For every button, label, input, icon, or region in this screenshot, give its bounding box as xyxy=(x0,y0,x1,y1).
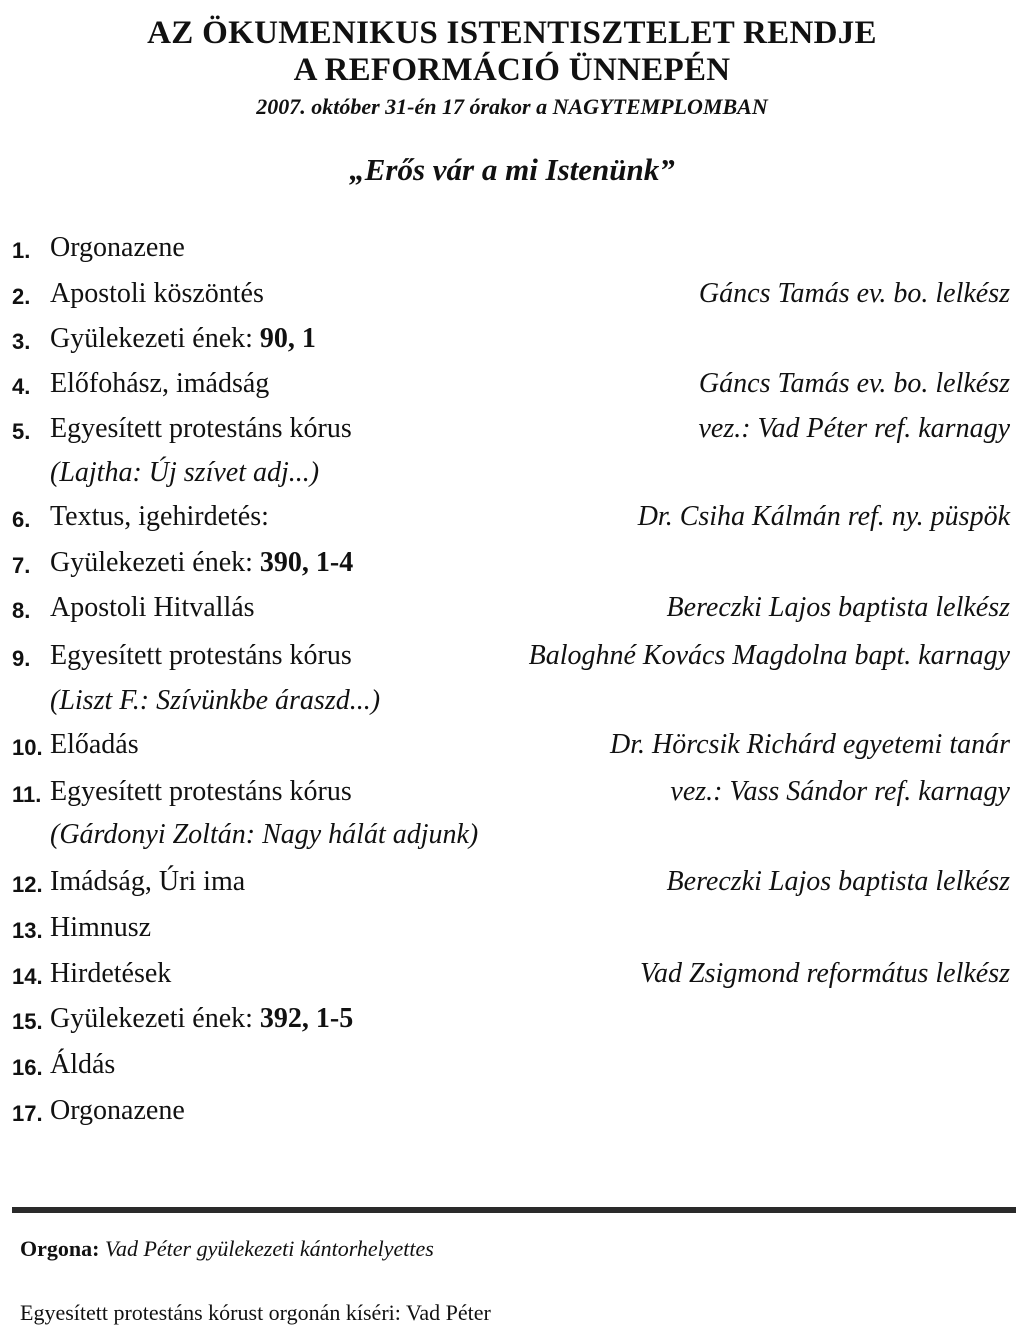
organ-credit xyxy=(20,1236,434,1262)
organ-label: Orgona: xyxy=(20,1236,100,1261)
hymn-number: 390, 1-4 xyxy=(259,547,354,578)
item-label xyxy=(50,323,316,355)
program-item xyxy=(0,866,1024,906)
item-officiant: Bereczki Lajos baptista lelkész xyxy=(666,866,1010,897)
item-label-text: Gyülekezeti ének: xyxy=(50,323,260,354)
item-number: 13. xyxy=(12,918,43,943)
item-label-text: Apostoli köszöntés xyxy=(50,278,264,309)
item-number: 11. xyxy=(12,782,42,807)
item-piece-note: (Gárdonyi Zoltán: Nagy hálát adjunk) xyxy=(50,819,479,850)
item-label xyxy=(50,640,352,672)
item-label xyxy=(50,413,352,445)
item-number: 1. xyxy=(12,238,31,263)
program-item xyxy=(0,547,1024,587)
item-label xyxy=(50,232,185,264)
item-officiant: Baloghné Kovács Magdolna bapt. karnagy xyxy=(528,640,1010,671)
item-label xyxy=(50,729,139,761)
program-item xyxy=(0,1003,1024,1043)
item-number: 8. xyxy=(12,598,31,623)
item-label-text: Egyesített protestáns kórus xyxy=(50,640,352,671)
event-dateline: 2007. október 31-én 17 órakor a NAGYTEMPLOMBAN xyxy=(256,94,768,119)
item-number: 3. xyxy=(12,329,31,354)
item-number: 14. xyxy=(12,964,43,989)
item-label xyxy=(50,1003,353,1035)
page-title: AZ ÖKUMENIKUS ISTENTISZTELET RENDJE xyxy=(147,15,877,51)
item-label-text: Gyülekezeti ének: xyxy=(50,547,260,578)
program-item xyxy=(0,1095,1024,1135)
item-officiant: Vad Zsigmond református lelkész xyxy=(640,958,1010,989)
item-number: 4. xyxy=(12,374,31,399)
item-label xyxy=(50,866,245,898)
program-item xyxy=(0,1049,1024,1089)
item-label xyxy=(50,912,151,944)
item-officiant: vez.: Vass Sándor ref. karnagy xyxy=(670,776,1010,807)
item-number: 17. xyxy=(12,1101,43,1126)
accompaniment-credit: Egyesített protestáns kórust orgonán kíséri: Vad Péter xyxy=(20,1300,491,1325)
item-number: 6. xyxy=(12,507,31,532)
item-label xyxy=(50,547,353,579)
program-item xyxy=(0,413,1024,453)
item-label xyxy=(50,278,264,310)
item-number: 16. xyxy=(12,1055,43,1080)
program-item xyxy=(0,592,1024,632)
motto: „Erős vár a mi Istenünk” xyxy=(349,152,675,187)
item-label-text: Imádság, Úri ima xyxy=(50,866,246,897)
hymn-number: 90, 1 xyxy=(259,323,316,354)
item-label-text: Áldás xyxy=(50,1049,116,1080)
item-officiant: Dr. Csiha Kálmán ref. ny. püspök xyxy=(637,501,1010,532)
program-item xyxy=(0,501,1024,541)
item-label xyxy=(50,368,269,400)
item-label-text: Orgonazene xyxy=(50,1095,185,1126)
item-label-text: Himnusz xyxy=(50,912,152,943)
program-item xyxy=(0,912,1024,952)
hymn-number: 392, 1-5 xyxy=(259,1003,354,1034)
page-subtitle: A REFORMÁCIÓ ÜNNEPÉN xyxy=(293,52,731,88)
item-officiant: Gáncs Tamás ev. bo. lelkész xyxy=(698,278,1010,309)
item-officiant: Bereczki Lajos baptista lelkész xyxy=(666,592,1010,623)
item-label-text: Előadás xyxy=(50,729,139,760)
item-officiant: vez.: Vad Péter ref. karnagy xyxy=(698,413,1010,444)
program-item xyxy=(0,323,1024,363)
item-label-text: Apostoli Hitvallás xyxy=(50,592,255,623)
program-item xyxy=(0,776,1024,816)
item-label xyxy=(50,1095,185,1127)
item-number: 2. xyxy=(12,284,31,309)
item-label xyxy=(50,776,352,808)
item-label-text: Orgonazene xyxy=(50,232,185,263)
item-number: 9. xyxy=(12,646,31,671)
organ-value: Vad Péter gyülekezeti kántorhelyettes xyxy=(104,1236,434,1261)
item-label xyxy=(50,1049,115,1081)
item-number: 10. xyxy=(12,735,43,760)
item-label xyxy=(50,958,171,990)
item-officiant: Gáncs Tamás ev. bo. lelkész xyxy=(698,368,1010,399)
item-label-text: Textus, igehirdetés: xyxy=(50,501,269,532)
item-number: 7. xyxy=(12,553,31,578)
item-number: 12. xyxy=(12,872,43,897)
item-number: 15. xyxy=(12,1009,43,1034)
item-label xyxy=(50,592,255,624)
program-item xyxy=(0,278,1024,318)
program-item xyxy=(0,232,1024,272)
item-label-text: Gyülekezeti ének: xyxy=(50,1003,260,1034)
item-number: 5. xyxy=(12,419,31,444)
program-item xyxy=(0,368,1024,408)
item-piece-note: (Lajtha: Új szívet adj...) xyxy=(50,457,320,488)
program-item xyxy=(0,958,1024,998)
item-label-text: Egyesített protestáns kórus xyxy=(50,776,352,807)
item-label-text: Hirdetések xyxy=(50,958,172,989)
item-label xyxy=(50,501,269,533)
divider-rule xyxy=(12,1207,1016,1213)
program-item xyxy=(0,640,1024,680)
program-item xyxy=(0,729,1024,769)
item-piece-note: (Liszt F.: Szívünkbe áraszd...) xyxy=(50,685,381,716)
item-officiant: Dr. Hörcsik Richárd egyetemi tanár xyxy=(610,729,1010,760)
item-label-text: Előfohász, imádság xyxy=(50,368,270,399)
item-label-text: Egyesített protestáns kórus xyxy=(50,413,352,444)
